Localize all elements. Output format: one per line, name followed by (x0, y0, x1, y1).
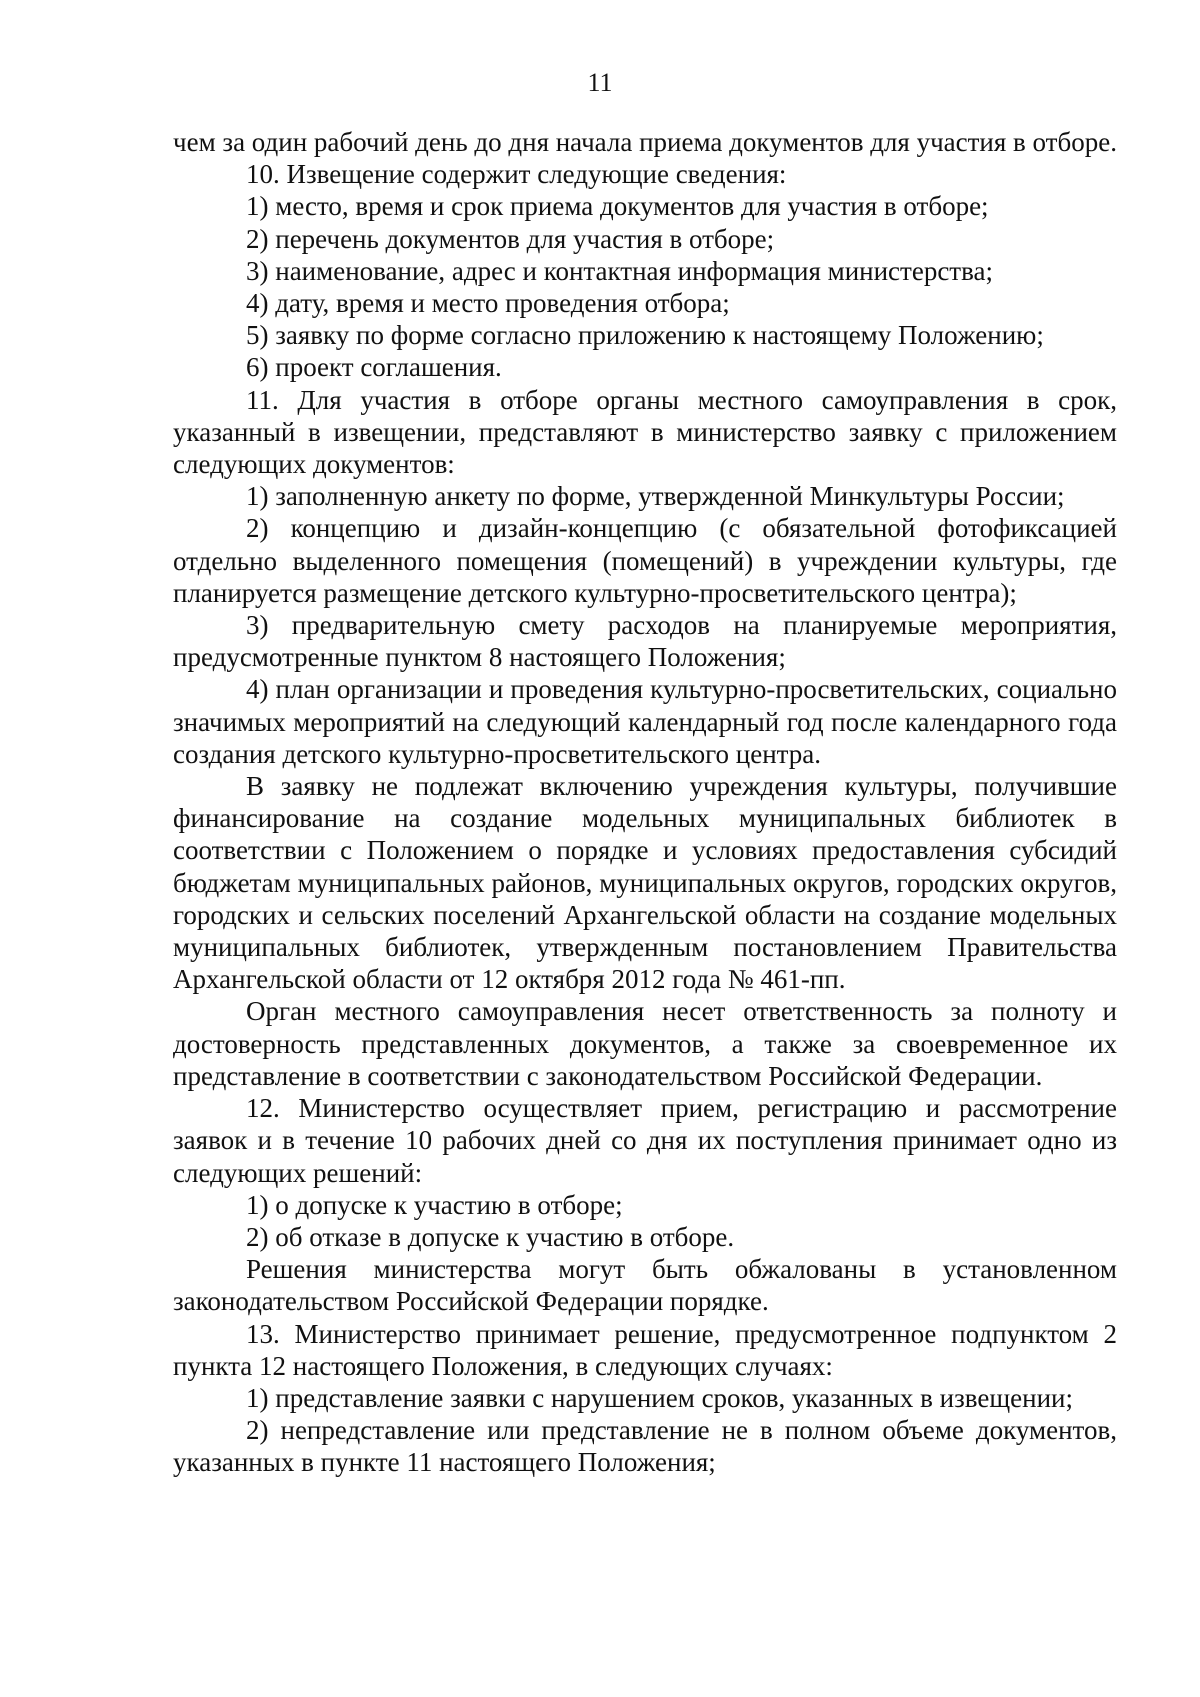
paragraph-2: 10. Извещение содержит следующие сведения: (246, 159, 787, 190)
paragraph-10: 1) заполненную анкету по форме, утвержденной Минкультуры России; (246, 481, 1065, 512)
paragraph-17: 1) о допуске к участию в отборе; (246, 1189, 623, 1220)
paragraph-12: 3) предварительную смету расходов на планируемые мероприятия, предусмотренные пунктом 8 настоящего Положения; (173, 610, 1117, 673)
paragraph-21: 1) представление заявки с нарушением сроков, указанных в извещении; (246, 1382, 1073, 1413)
paragraph-3: 1) место, время и срок приема документов для участия в отборе; (246, 191, 989, 222)
paragraph-1: чем за один рабочий день до дня начала приема документов для участия в отборе. (173, 127, 1117, 157)
paragraph-22: 2) непредставление или представление не в полном объеме документов, указанных в пункте 11 настоящего Положения; (173, 1415, 1117, 1478)
paragraph-8: 6) проект соглашения. (246, 352, 502, 383)
paragraph-6: 4) дату, время и место проведения отбора; (246, 288, 730, 319)
paragraph-19: Решения министерства могут быть обжалованы в установленном законодательством Российской Федерации порядке. (173, 1254, 1117, 1317)
paragraph-5: 3) наименование, адрес и контактная информация министерства; (246, 255, 993, 286)
paragraph-14: В заявку не подлежат включению учреждения культуры, получившие финансирование на создание модельных муниципальных библиотек в соответствии с Положением о порядке и условиях предоставления субсидий бюджетам муниципальных районов, муниципальных округов, городских округов, городских и сельских поселений Архангельской области на создание модельных муниципальных библиотек, утвержденным постановлением Правительства Архангельской области от 12 октября 2012 года № 461-пп. (173, 771, 1117, 995)
paragraph-20: 13. Министерство принимает решение, предусмотренное подпунктом 2 пункта 12 настоящего Положения, в следующих случаях: (173, 1318, 1117, 1381)
document-body (173, 126, 1117, 1479)
page-number: 11 (587, 68, 613, 97)
paragraph-18: 2) об отказе в допуске к участию в отборе. (246, 1221, 735, 1252)
paragraph-11: 2) концепцию и дизайн-концепцию (с обязательной фотофиксацией отдельно выделенного помещения (помещений) в учреждении культуры, где планируется размещение детского культурно-просветительского центра); (173, 513, 1117, 608)
paragraph-4: 2) перечень документов для участия в отборе; (246, 223, 775, 254)
paragraph-15: Орган местного самоуправления несет ответственность за полноту и достоверность представленных документов, а также за своевременное их представление в соответствии с законодательством Российской Федерации. (173, 996, 1117, 1091)
paragraph-7: 5) заявку по форме согласно приложению к настоящему Положению; (246, 320, 1044, 351)
paragraph-13: 4) план организации и проведения культурно-просветительских, социально значимых мероприятий на следующий календарный год после календарного года создания детского культурно-просветительского центра. (173, 674, 1117, 769)
paragraph-16: 12. Министерство осуществляет прием, регистрацию и рассмотрение заявок и в течение 10 рабочих дней со дня их поступления принимает одно из следующих решений: (173, 1093, 1117, 1188)
paragraph-9: 11. Для участия в отборе органы местного самоуправления в срок, указанный в извещении, представляют в министерство заявку с приложением следующих документов: (173, 384, 1117, 480)
